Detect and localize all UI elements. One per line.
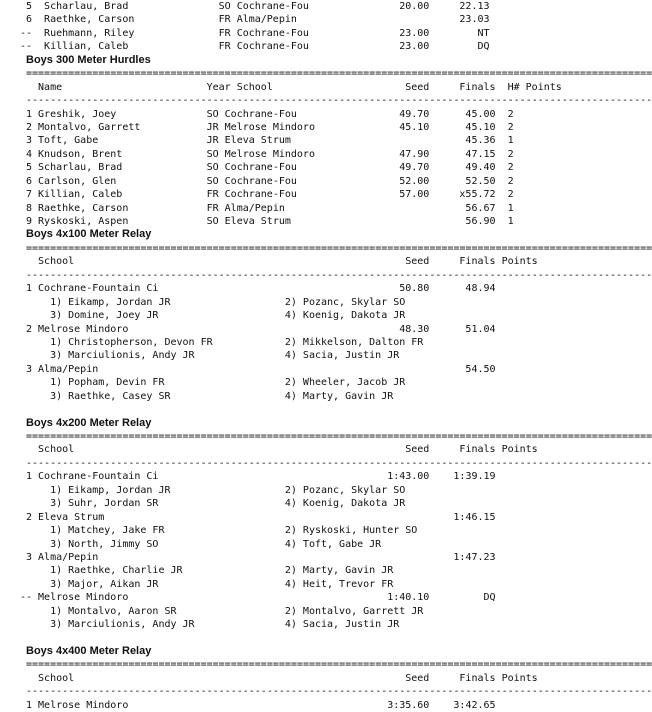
seed-time: 48.30 bbox=[399, 323, 430, 335]
heat-number: 2 bbox=[507, 108, 514, 120]
relay-team-row bbox=[19, 591, 586, 604]
result-row bbox=[19, 40, 586, 53]
relay-runners-row bbox=[26, 484, 586, 497]
heat-number: 1 bbox=[507, 202, 514, 214]
heat-number: 2 bbox=[507, 148, 514, 160]
relay-runner: 2) Pozanc, Skylar SO bbox=[284, 296, 406, 308]
athlete-name: Killian, Caleb bbox=[44, 41, 129, 53]
header-school: School bbox=[38, 672, 75, 684]
seed-time: 3:35.60 bbox=[387, 699, 430, 711]
athlete-year: FR bbox=[218, 14, 231, 26]
school: Cochrane-Fou bbox=[236, 41, 309, 53]
header-seed: Seed bbox=[405, 444, 430, 456]
final-time: 49.40 bbox=[465, 162, 496, 174]
school: Melrose Mindoro bbox=[224, 148, 315, 160]
athlete-year: SO bbox=[206, 108, 219, 120]
seed-time: 23.00 bbox=[399, 27, 430, 39]
single-rule: -------------------------------------------------------------------------------------------------------- bbox=[26, 457, 652, 469]
heat-number: 2 bbox=[507, 121, 514, 133]
athlete-name: Raethke, Carson bbox=[44, 14, 135, 26]
header-year: Year bbox=[206, 81, 231, 93]
final-time: 23.03 bbox=[459, 14, 490, 26]
double-rule: ======================================================================================================== bbox=[26, 431, 652, 442]
result-row bbox=[26, 121, 586, 134]
header-seed: Seed bbox=[405, 256, 430, 268]
relay-runner: 1) Eikamp, Jordan JR bbox=[50, 484, 171, 496]
relay-team-row bbox=[26, 282, 586, 295]
final-time: 45.36 bbox=[465, 135, 496, 147]
relay-team-row bbox=[26, 363, 586, 376]
final-time: 51.04 bbox=[465, 323, 496, 335]
result-row bbox=[26, 161, 586, 174]
result-row bbox=[26, 134, 586, 147]
place: 6 bbox=[26, 14, 33, 26]
seed-time: 49.70 bbox=[399, 162, 430, 174]
relay-runners-row bbox=[26, 336, 586, 349]
result-row bbox=[26, 215, 586, 228]
seed-time: 1:43.00 bbox=[387, 471, 430, 483]
result-row bbox=[26, 13, 586, 26]
place: -- bbox=[19, 27, 33, 39]
relay-runner: 2) Wheeler, Jacob JR bbox=[284, 377, 406, 389]
section-title: Boys 4x200 Meter Relay bbox=[26, 416, 152, 429]
relay-runner: 1) Montalvo, Aaron SR bbox=[50, 605, 177, 617]
column-headers bbox=[26, 672, 586, 685]
school: Cochrane-Fou bbox=[236, 1, 309, 12]
double-rule: ======================================================================================================== bbox=[26, 68, 652, 80]
athlete-name: Killian, Caleb bbox=[38, 189, 123, 201]
relay-runner: 4) Koenig, Dakota JR bbox=[284, 310, 406, 322]
athlete-name: Knudson, Brent bbox=[38, 148, 123, 160]
school: Alma/Pepin bbox=[236, 14, 297, 26]
athlete-year: SO bbox=[206, 162, 219, 174]
team-school: Melrose Mindoro bbox=[38, 592, 129, 604]
result-row bbox=[26, 202, 586, 215]
athlete-year: JR bbox=[206, 121, 219, 133]
athlete-name: Carlson, Glen bbox=[38, 175, 117, 187]
seed-time: 47.90 bbox=[399, 148, 430, 160]
relay-runner: 2) Pozanc, Skylar SO bbox=[284, 484, 406, 496]
relay-runners-row bbox=[26, 296, 586, 309]
relay-runner: 3) Domine, Joey JR bbox=[50, 310, 159, 322]
school: Cochrane-Fou bbox=[224, 162, 297, 174]
final-time: 22.13 bbox=[459, 1, 490, 12]
seed-time: 50.80 bbox=[399, 283, 430, 295]
final-time: DQ bbox=[483, 592, 496, 604]
section-title: Boys 4x100 Meter Relay bbox=[26, 228, 152, 241]
final-time: 45.00 bbox=[465, 108, 496, 120]
header-school: School bbox=[38, 256, 75, 268]
relay-runner: 3) Marciulionis, Andy JR bbox=[50, 619, 195, 631]
relay-runner: 4) Toft, Gabe JR bbox=[284, 538, 382, 550]
place: 1 bbox=[26, 699, 33, 711]
relay-runner: 3) Suhr, Jordan SR bbox=[50, 498, 159, 510]
relay-team-row bbox=[26, 511, 586, 524]
relay-runners-row bbox=[26, 524, 586, 537]
section-title: Boys 4x400 Meter Relay bbox=[26, 645, 152, 657]
athlete-year: FR bbox=[206, 202, 219, 214]
place: 5 bbox=[26, 1, 33, 12]
result-row bbox=[26, 148, 586, 161]
relay-runner: 2) Marty, Gavin JR bbox=[284, 565, 394, 577]
final-time: 1:39.19 bbox=[453, 471, 496, 483]
athlete-year: SO bbox=[206, 175, 219, 187]
result-row bbox=[26, 188, 586, 201]
relay-runner: 2) Montalvo, Garrett JR bbox=[284, 605, 424, 617]
final-time: 1:46.15 bbox=[453, 511, 496, 523]
athlete-name: Montalvo, Garrett bbox=[38, 121, 141, 133]
result-row bbox=[19, 27, 586, 40]
column-headers bbox=[26, 81, 586, 94]
team-school: Eleva Strum bbox=[38, 511, 105, 523]
place: 2 bbox=[26, 323, 33, 335]
relay-runner: 2) Ryskoski, Hunter SO bbox=[284, 525, 418, 537]
header-finals: Finals bbox=[459, 81, 496, 93]
place: 5 bbox=[26, 162, 33, 174]
place: 9 bbox=[26, 216, 33, 227]
header-seed: Seed bbox=[405, 81, 430, 93]
relay-runners-row bbox=[26, 309, 586, 322]
school: Cochrane-Fou bbox=[224, 175, 297, 187]
school: Eleva Strum bbox=[224, 135, 291, 147]
relay-runner: 2) Mikkelson, Dalton FR bbox=[284, 336, 424, 348]
final-time: 48.94 bbox=[465, 283, 496, 295]
section-title: Boys 300 Meter Hurdles bbox=[26, 53, 151, 66]
header-points: Points bbox=[525, 81, 562, 93]
relay-runner: 4) Marty, Gavin JR bbox=[284, 390, 394, 402]
header-points: Points bbox=[501, 256, 538, 268]
blank-line bbox=[26, 403, 586, 416]
athlete-year: SO bbox=[206, 148, 219, 160]
final-time: x55.72 bbox=[459, 189, 496, 201]
team-school: Cochrane-Fountain Ci bbox=[38, 283, 159, 295]
header-points: Points bbox=[501, 444, 538, 456]
relay-runner: 3) Raethke, Casey SR bbox=[50, 390, 171, 402]
header-points: Points bbox=[501, 672, 538, 684]
school: Cochrane-Fou bbox=[224, 108, 297, 120]
relay-runner: 1) Popham, Devin FR bbox=[50, 377, 165, 389]
athlete-name: Scharlau, Brad bbox=[44, 1, 129, 12]
athlete-name: Scharlau, Brad bbox=[38, 162, 123, 174]
athlete-year: FR bbox=[218, 41, 231, 53]
team-school: Melrose Mindoro bbox=[38, 323, 129, 335]
seed-time: 20.00 bbox=[399, 1, 430, 12]
relay-runners-row bbox=[26, 390, 586, 403]
school: Alma/Pepin bbox=[224, 202, 285, 214]
final-time: DQ bbox=[477, 41, 490, 53]
double-rule: ======================================================================================================== bbox=[26, 659, 652, 671]
final-time: 45.10 bbox=[465, 121, 496, 133]
header-seed: Seed bbox=[405, 672, 430, 684]
place: 7 bbox=[26, 189, 33, 201]
header-finals: Finals bbox=[459, 256, 496, 268]
relay-runners-row bbox=[26, 538, 586, 551]
blank-line bbox=[26, 632, 586, 645]
place: 3 bbox=[26, 135, 33, 147]
double-rule: ======================================================================================================== bbox=[26, 242, 652, 254]
team-school: Alma/Pepin bbox=[38, 363, 99, 375]
place: -- bbox=[19, 41, 33, 53]
team-school: Cochrane-Fountain Ci bbox=[38, 471, 159, 483]
place: 1 bbox=[26, 471, 33, 483]
seed-time: 49.70 bbox=[399, 108, 430, 120]
athlete-year: FR bbox=[218, 27, 231, 39]
heat-number: 2 bbox=[507, 175, 514, 187]
result-row bbox=[26, 175, 586, 188]
relay-runner: 4) Sacia, Justin JR bbox=[284, 350, 400, 362]
results-document bbox=[19, 0, 652, 712]
athlete-name: Greshik, Joey bbox=[38, 108, 117, 120]
school: Cochrane-Fou bbox=[224, 189, 297, 201]
athlete-year: SO bbox=[218, 1, 231, 12]
relay-runner: 1) Raethke, Charlie JR bbox=[50, 565, 183, 577]
column-headers bbox=[26, 255, 586, 268]
final-time: 47.15 bbox=[465, 148, 496, 160]
single-rule: -------------------------------------------------------------------------------------------------------- bbox=[26, 95, 652, 107]
school: Cochrane-Fou bbox=[236, 27, 309, 39]
school: Eleva Strum bbox=[224, 216, 291, 227]
heat-number: 1 bbox=[507, 135, 514, 147]
place: -- bbox=[19, 592, 33, 604]
team-school: Melrose Mindoro bbox=[38, 699, 129, 711]
place: 3 bbox=[26, 363, 33, 375]
relay-team-row bbox=[26, 551, 586, 564]
result-row bbox=[26, 108, 586, 121]
athlete-name: Ruehmann, Riley bbox=[44, 27, 135, 39]
header-heat: H# bbox=[507, 81, 520, 93]
seed-time: 52.00 bbox=[399, 175, 430, 187]
relay-runners-row bbox=[26, 349, 586, 362]
athlete-name: Raethke, Carson bbox=[38, 202, 129, 214]
athlete-year: FR bbox=[206, 189, 219, 201]
relay-runner: 4) Sacia, Justin JR bbox=[284, 619, 400, 631]
athlete-year: JR bbox=[206, 135, 219, 147]
place: 6 bbox=[26, 175, 33, 187]
athlete-name: Ryskoski, Aspen bbox=[38, 216, 129, 227]
relay-runner: 3) Major, Aikan JR bbox=[50, 578, 159, 590]
single-rule: -------------------------------------------------------------------------------------------------------- bbox=[26, 686, 652, 698]
athlete-name: Toft, Gabe bbox=[38, 135, 99, 147]
header-school: School bbox=[236, 81, 273, 93]
final-time: 3:42.65 bbox=[453, 699, 496, 711]
place: 2 bbox=[26, 511, 33, 523]
place: 3 bbox=[26, 551, 33, 563]
relay-team-row bbox=[26, 323, 586, 336]
heat-number: 1 bbox=[507, 216, 514, 227]
seed-time: 1:40.10 bbox=[387, 592, 430, 604]
seed-time: 57.00 bbox=[399, 189, 430, 201]
column-headers bbox=[26, 443, 586, 456]
relay-runners-row bbox=[26, 376, 586, 389]
final-time: 54.50 bbox=[465, 363, 496, 375]
team-school: Alma/Pepin bbox=[38, 551, 99, 563]
relay-runners-row bbox=[26, 497, 586, 510]
single-rule: -------------------------------------------------------------------------------------------------------- bbox=[26, 269, 652, 281]
final-time: 52.50 bbox=[465, 175, 496, 187]
final-time: 1:47.23 bbox=[453, 551, 496, 563]
place: 8 bbox=[26, 202, 33, 214]
seed-time: 45.10 bbox=[399, 121, 430, 133]
heat-number: 2 bbox=[507, 189, 514, 201]
header-finals: Finals bbox=[459, 672, 496, 684]
relay-runners-row bbox=[26, 578, 586, 591]
result-row bbox=[26, 0, 586, 13]
header-school: School bbox=[38, 444, 75, 456]
relay-runner: 4) Koenig, Dakota JR bbox=[284, 498, 406, 510]
relay-runner: 3) North, Jimmy SO bbox=[50, 538, 159, 550]
relay-runners-row bbox=[26, 618, 586, 631]
relay-runner: 1) Eikamp, Jordan JR bbox=[50, 296, 171, 308]
relay-runners-row bbox=[26, 564, 586, 577]
header-name: Name bbox=[38, 81, 63, 93]
athlete-year: SO bbox=[206, 216, 219, 227]
place: 2 bbox=[26, 121, 33, 133]
final-time: 56.67 bbox=[465, 202, 496, 214]
relay-runner: 3) Marciulionis, Andy JR bbox=[50, 350, 195, 362]
relay-team-row bbox=[26, 470, 586, 483]
relay-runner: 1) Christopherson, Devon FR bbox=[50, 336, 213, 348]
place: 1 bbox=[26, 283, 33, 295]
school: Melrose Mindoro bbox=[224, 121, 315, 133]
relay-runner: 1) Matchey, Jake FR bbox=[50, 525, 165, 537]
seed-time: 23.00 bbox=[399, 41, 430, 53]
place: 4 bbox=[26, 148, 33, 160]
relay-runner: 4) Heit, Trevor FR bbox=[284, 578, 394, 590]
final-time: 56.90 bbox=[465, 216, 496, 227]
place: 1 bbox=[26, 108, 33, 120]
final-time: NT bbox=[477, 27, 490, 39]
heat-number: 2 bbox=[507, 162, 514, 174]
relay-team-row bbox=[26, 699, 586, 712]
relay-runners-row bbox=[26, 605, 586, 618]
header-finals: Finals bbox=[459, 444, 496, 456]
